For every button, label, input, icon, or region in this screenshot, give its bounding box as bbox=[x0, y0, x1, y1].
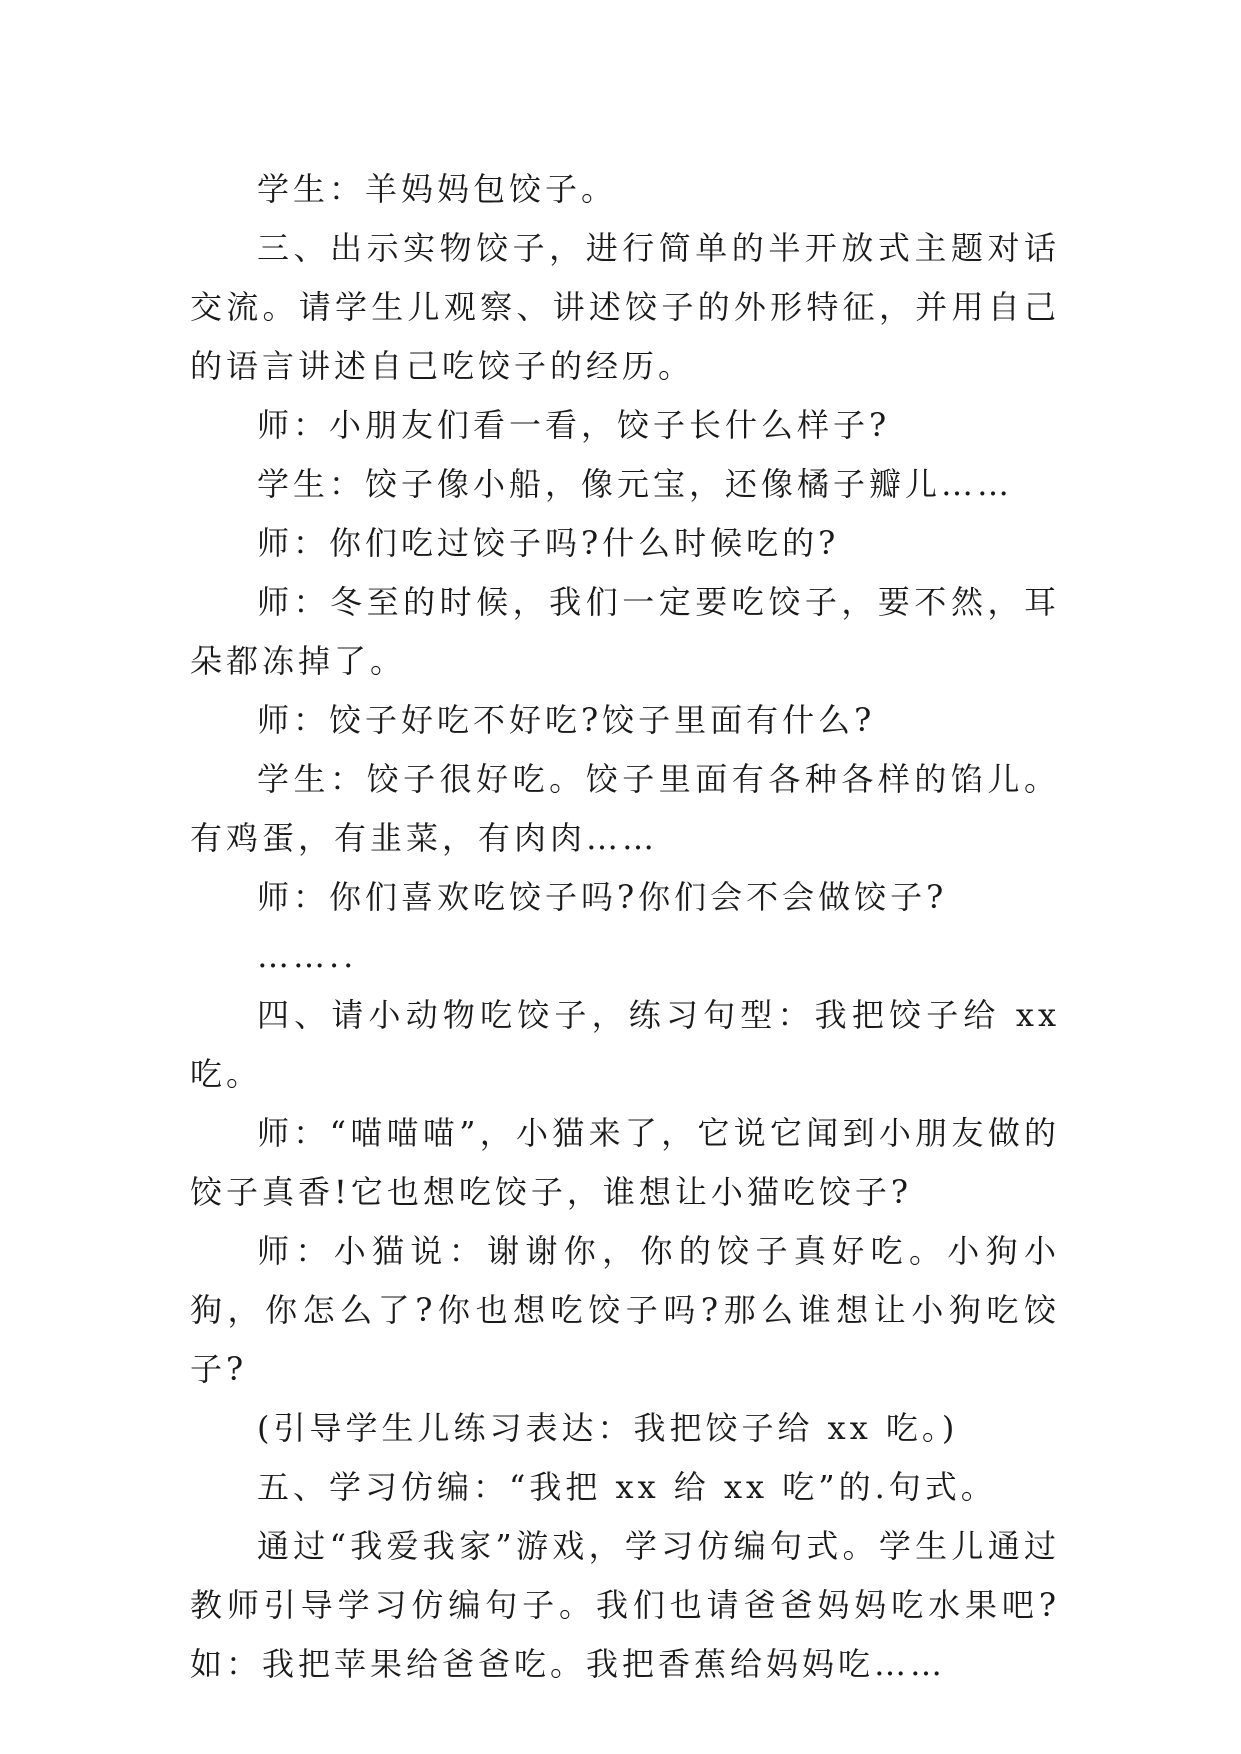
paragraph-teacher-look: 师：小朋友们看一看，饺子长什么样子? bbox=[257, 406, 891, 444]
paragraph-teacher-like: 师：你们喜欢吃饺子吗?你们会不会做饺子? bbox=[257, 878, 948, 916]
paragraph-guide-expression: (引导学生儿练习表达：我把饺子给 xx 吃。) bbox=[257, 1409, 959, 1447]
paragraph-student-fillings: 学生：饺子很好吃。饺子里面有各种各样的馅儿。有鸡蛋，有韭菜，有肉肉…… bbox=[190, 760, 1060, 857]
paragraph-teacher-cat: 师：“喵喵喵”，小猫来了，它说它闻到小朋友做的饺子真香!它也想吃饺子，谁想让小猫吃饺子? bbox=[190, 1114, 1060, 1211]
paragraph-teacher-eaten: 师：你们吃过饺子吗?什么时候吃的? bbox=[257, 524, 840, 562]
paragraph-section-three: 三、出示实物饺子，进行简单的半开放式主题对话交流。请学生儿观察、讲述饺子的外形特征，并用自己的语言讲述自己吃饺子的经历。 bbox=[190, 229, 1060, 385]
paragraph-teacher-winter-solstice: 师：冬至的时候，我们一定要吃饺子，要不然，耳朵都冻掉了。 bbox=[190, 583, 1060, 680]
paragraph-teacher-tasty: 师：饺子好吃不好吃?饺子里面有什么? bbox=[257, 701, 876, 739]
paragraph-ellipsis: …….. bbox=[257, 937, 358, 975]
paragraph-student-sheep-mom: 学生：羊妈妈包饺子。 bbox=[257, 170, 618, 208]
paragraph-student-shape: 学生：饺子像小船，像元宝，还像橘子瓣儿…… bbox=[257, 465, 1014, 503]
document-body bbox=[190, 160, 1060, 1694]
paragraph-teacher-dog: 师：小猫说：谢谢你，你的饺子真好吃。小狗小狗，你怎么了?你也想吃饺子吗?那么谁想让小狗吃饺子? bbox=[190, 1232, 1060, 1388]
paragraph-section-five: 五、学习仿编：“我把 xx 给 xx 吃”的.句式。 bbox=[257, 1468, 997, 1506]
paragraph-section-four: 四、请小动物吃饺子，练习句型：我把饺子给 xx 吃。 bbox=[190, 996, 1060, 1093]
paragraph-game-family: 通过“我爱我家”游戏，学习仿编句式。学生儿通过教师引导学习仿编句子。我们也请爸爸妈妈吃水果吧?如：我把苹果给爸爸吃。我把香蕉给妈妈吃…… bbox=[190, 1527, 1060, 1683]
